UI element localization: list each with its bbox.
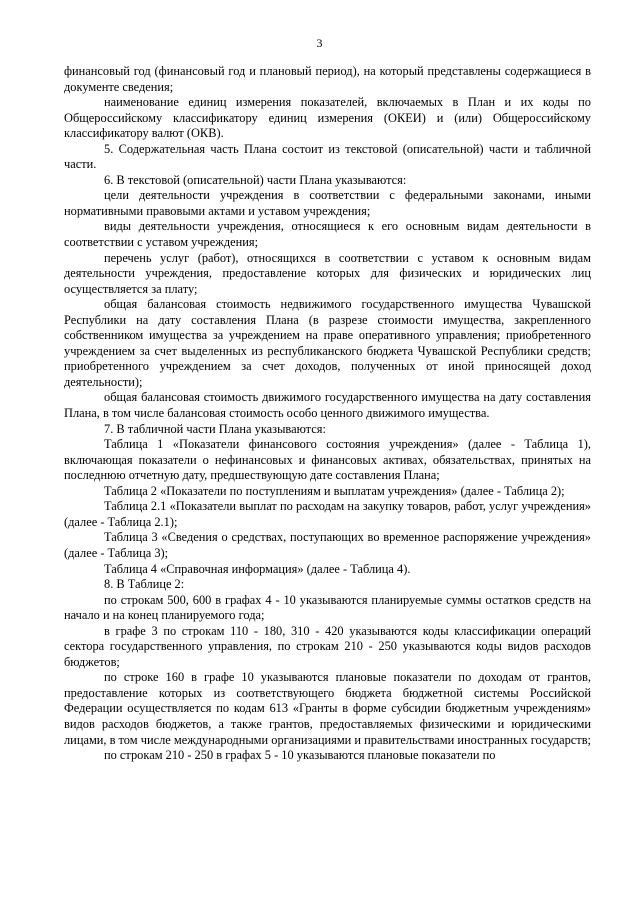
paragraph: общая балансовая стоимость недвижимого государственного имущества Чувашской Республики на дату составления Плана (в разрезе стоимости имущества, закрепленного собственником имущества за учреждением на праве оперативного управления; приобретенного учреждением за счет выделенных из республиканского бюджета Чувашской Республики средств; приобретенного учреждением за счет доходов, полученных от иной приносящей доход деятельности); xyxy=(64,297,591,389)
paragraph: 6. В текстовой (описательной) части Плана указываются: xyxy=(104,172,407,187)
paragraph: Таблица 1 «Показатели финансового состояния учреждения» (далее - Таблица 1), включающая показатели о нефинансовых и финансовых активах, обязательствах, принятых на последнюю отчетную дату, предшествующую дате составления Плана; xyxy=(64,437,591,483)
paragraph: 7. В табличной части Плана указываются: xyxy=(104,421,326,436)
paragraph: по строкам 500, 600 в графах 4 - 10 указываются планируемые суммы остатков средств на начало и на конец планируемого года; xyxy=(64,592,591,623)
paragraph: по строкам 210 - 250 в графах 5 - 10 указываются плановые показатели по xyxy=(104,748,496,763)
paragraph: виды деятельности учреждения, относящиеся к его основным видам деятельности в соответствии с уставом учреждения; xyxy=(64,219,591,250)
paragraph: общая балансовая стоимость движимого государственного имущества на дату составления Плана, в том числе балансовая стоимость особо ценного движимого имущества. xyxy=(64,390,591,421)
paragraph: Таблица 4 «Справочная информация» (далее - Таблица 4). xyxy=(104,561,411,576)
paragraph: наименование единиц измерения показателей, включаемых в План и их коды по Общероссийскому классификатору единиц измерения (ОКЕИ) и (или) Общероссийскому классификатору валют (ОКВ). xyxy=(64,95,591,141)
paragraph: Таблица 2 «Показатели по поступлениям и выплатам учреждения» (далее - Таблица 2); xyxy=(104,483,565,498)
paragraph: 8. В Таблице 2: xyxy=(104,577,185,592)
paragraph: по строке 160 в графе 10 указываются плановые показатели по доходам от грантов, предоставление которых из соответствующего бюджета бюджетной системы Российской Федерации осуществляется по кодам 613 «Гранты в форме субсидии бюджетным учреждениям» видов расходов бюджетов, а также грантов, предоставляемых физическими и юридическими лицами, в том числе международными организациями и правительствами иностранных государств; xyxy=(64,670,591,747)
paragraph: Таблица 2.1 «Показатели выплат по расходам на закупку товаров, работ, услуг учреждения» (далее - Таблица 2.1); xyxy=(64,499,591,529)
paragraph: перечень услуг (работ), относящихся в соответствии с уставом к основным видам деятельности учреждения, предоставление которых для физических и юридических лиц осуществляется за плату; xyxy=(64,250,591,296)
page-number: 3 xyxy=(316,36,323,50)
paragraph: в графе 3 по строкам 110 - 180, 310 - 420 указываются коды классификации операций сектора государственного управления, по строкам 210 - 250 указываются коды видов расходов бюджетов; xyxy=(64,623,591,669)
paragraph: 5. Содержательная часть Плана состоит из текстовой (описательной) части и табличной части. xyxy=(64,141,591,172)
paragraph: Таблица 3 «Сведения о средствах, поступающих во временное распоряжение учреждения» (далее - Таблица 3); xyxy=(64,530,591,560)
document-body xyxy=(64,64,591,764)
paragraph: финансовый год (финансовый год и плановый период), на который представлены содержащиеся в документе сведения; xyxy=(64,64,591,94)
paragraph: цели деятельности учреждения в соответствии с федеральными законами, иными нормативными правовыми актами и уставом учреждения; xyxy=(64,188,591,218)
